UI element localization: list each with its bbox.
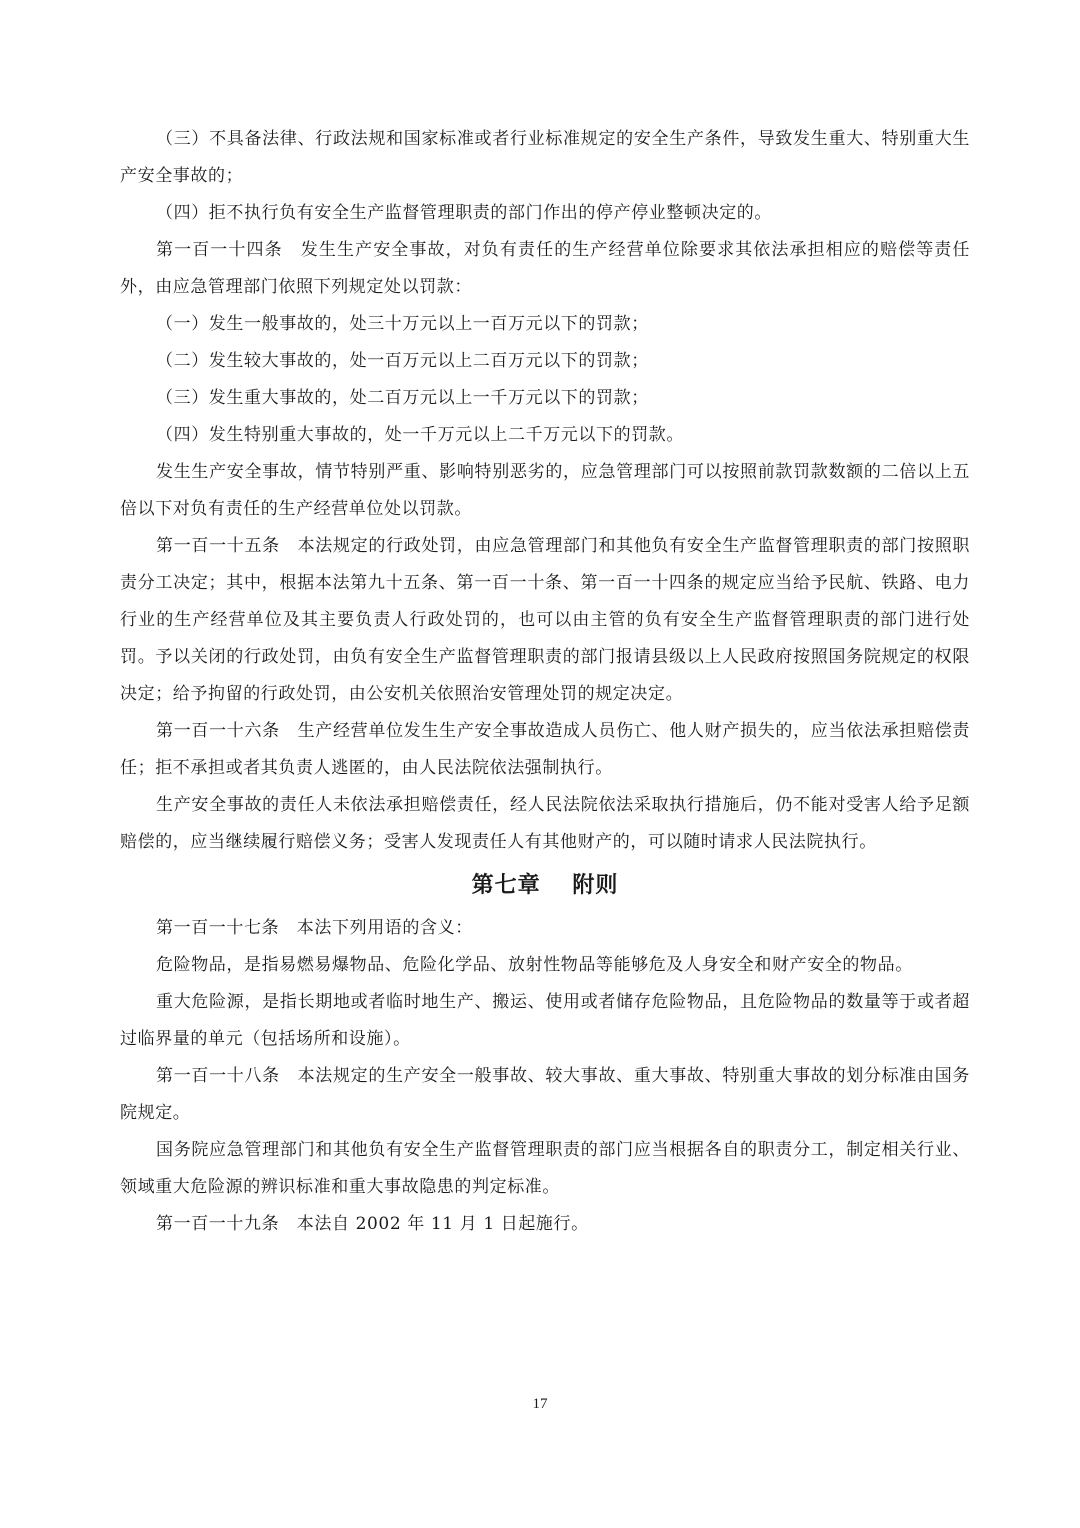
document-body [120, 121, 970, 1243]
article-119: 第一百一十九条 本法自 2002 年 11 月 1 日起施行。 [156, 1214, 589, 1234]
article-116-paragraph-2: 生产安全事故的责任人未依法承担赔偿责任，经人民法院依法采取执行措施后，仍不能对受害人给予足额赔偿的，应当继续履行赔偿义务；受害人发现责任人有其他财产的，可以随时请求人民法院执行。 [120, 795, 970, 852]
article-118-paragraph-2: 国务院应急管理部门和其他负有安全生产监督管理职责的部门应当根据各自的职责分工，制定相关行业、领域重大危险源的辨识标准和重大事故隐患的判定标准。 [120, 1140, 970, 1197]
page-number: 17 [532, 1396, 548, 1412]
article-117: 第一百一十七条 本法下列用语的含义： [156, 918, 473, 938]
article-115: 第一百一十五条 本法规定的行政处罚，由应急管理部门和其他负有安全生产监督管理职责的部门按照职责分工决定；其中，根据本法第九十五条、第一百一十条、第一百一十四条的规定应当给予民航、铁路、电力行业的生产经营单位及其主要负责人行政处罚的，也可以由主管的负有安全生产监督管理职责的部门进行处罚。予以关闭的行政处罚，由负有安全生产监督管理职责的部门报请县级以上人民政府按照国务院规定的权限决定；给予拘留的行政处罚，由公安机关依照治安管理处罚的规定决定。 [120, 536, 970, 704]
paragraph-item-4: （四）拒不执行负有安全生产监督管理职责的部门作出的停产停业整顿决定的。 [156, 203, 772, 223]
article-117-definition-2: 重大危险源，是指长期地或者临时地生产、搬运、使用或者储存危险物品，且危险物品的数量等于或者超过临界量的单元（包括场所和设施）。 [120, 992, 970, 1049]
article-117-definition-1: 危险物品，是指易燃易爆物品、危险化学品、放射性物品等能够危及人身安全和财产安全的物品。 [156, 955, 913, 975]
article-114-paragraph-2: 发生生产安全事故，情节特别严重、影响特别恶劣的，应急管理部门可以按照前款罚款数额的二倍以上五倍以下对负有责任的生产经营单位处以罚款。 [120, 462, 970, 519]
chapter-title: 第七章 附则 [471, 873, 619, 898]
article-114-item-4: （四）发生特别重大事故的，处一千万元以上二千万元以下的罚款。 [156, 425, 684, 445]
article-114-item-2: （二）发生较大事故的，处一百万元以上二百万元以下的罚款； [156, 351, 649, 371]
article-114-item-1: （一）发生一般事故的，处三十万元以上一百万元以下的罚款； [156, 314, 649, 334]
article-114-item-3: （三）发生重大事故的，处二百万元以上一千万元以下的罚款； [156, 388, 649, 408]
article-118: 第一百一十八条 本法规定的生产安全一般事故、较大事故、重大事故、特别重大事故的划分标准由国务院规定。 [120, 1066, 970, 1123]
article-116: 第一百一十六条 生产经营单位发生生产安全事故造成人员伤亡、他人财产损失的，应当依法承担赔偿责任；拒不承担或者其负责人逃匿的，由人民法院依法强制执行。 [120, 721, 970, 778]
paragraph-item-3: （三）不具备法律、行政法规和国家标准或者行业标准规定的安全生产条件，导致发生重大、特别重大生产安全事故的； [120, 129, 970, 186]
article-114: 第一百一十四条 发生生产安全事故，对负有责任的生产经营单位除要求其依法承担相应的赔偿等责任外，由应急管理部门依照下列规定处以罚款： [120, 240, 970, 297]
